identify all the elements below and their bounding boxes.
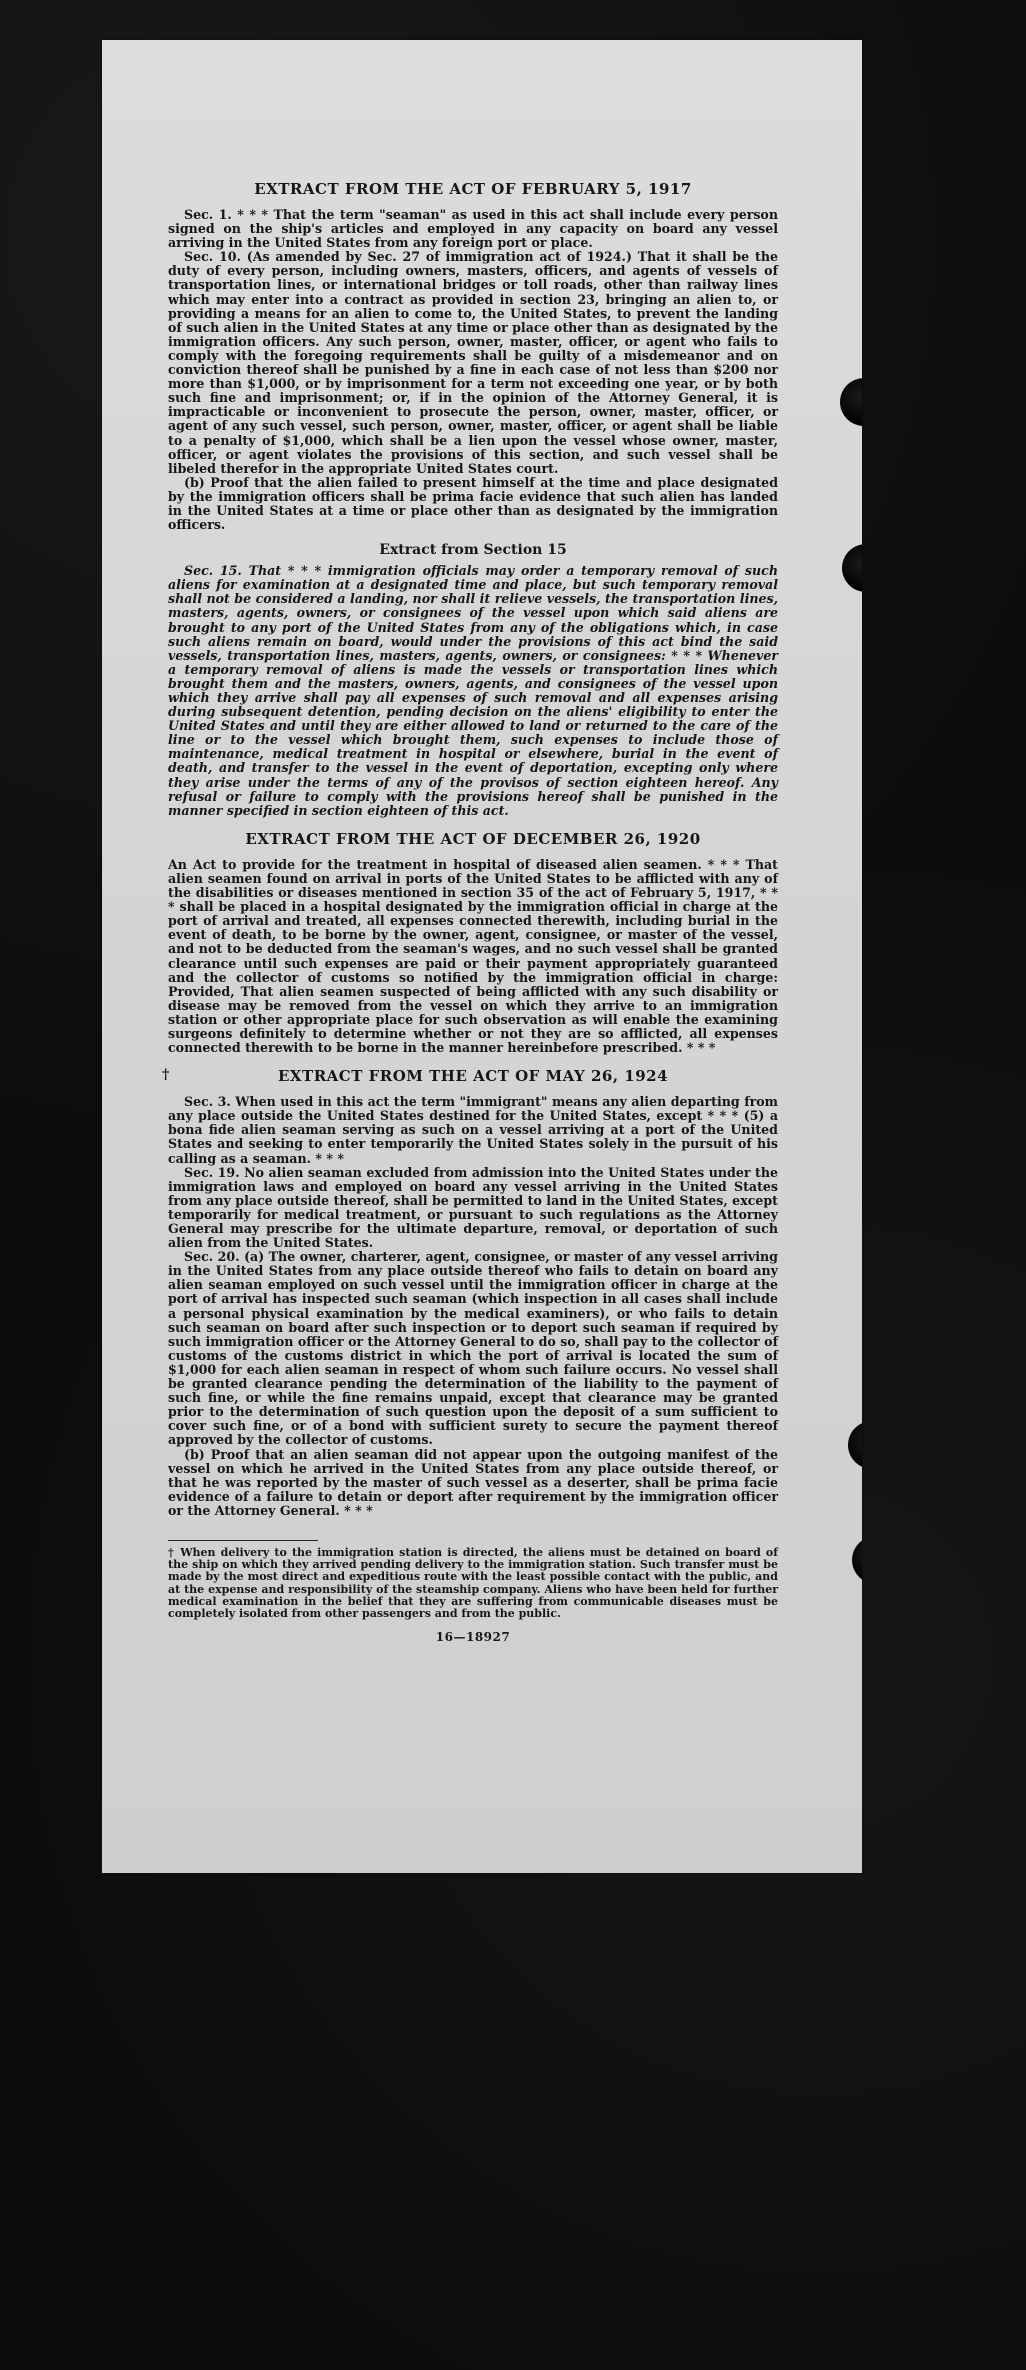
footnote-rule [168, 1540, 318, 1541]
paragraph-sec-10: Sec. 10. (As amended by Sec. 27 of immigration act of 1924.) That it shall be the duty of every person, including owners, masters, officers, and agents of vessels of transportation lines, or international bridges or toll roads, other than railway lines which may enter into a contract as provided in section 23, bringing an alien to, or providing a means for an alien to come to, the United States, to prevent the landing of such alien in the United States at any time or place other than as designated by the immigration officers. Any such person, owner, master, officer, or agent who fails to comply with the foregoing requirements shall be guilty of a misdemeanor and on conviction thereof shall be punished by a fine in each case of not less than $200 nor more than $1,000, or by imprisonment for a term not exceeding one year, or by both such fine and imprisonment; or, if in the opinion of the Attorney General, it is impracticable or inconvenient to prosecute the person, owner, master, officer, or agent of any such vessel, such person, owner, master, officer, or agent shall be liable to a penalty of $1,000, which shall be a lien upon the vessel whose owner, master, officer, or agent violates the provisions of this section, and such vessel shall be libeled therefor in the appropriate United States court. [168, 249, 778, 476]
heading-act-may-1924-text: EXTRACT FROM THE ACT OF MAY 26, 1924 [277, 1067, 669, 1086]
document-page [102, 40, 862, 1873]
heading-act-dec-1920: EXTRACT FROM THE ACT OF DECEMBER 26, 1920 [245, 829, 701, 848]
heading-section-15: Extract from Section 15 [379, 542, 567, 559]
dagger-mark: † [162, 1067, 170, 1084]
paragraph-sec-1: Sec. 1. * * * That the term "seaman" as used in this act shall include every person signed on the ship's articles and employed in any capacity on board any vessel arriving in the United States from any foreign port or place. [168, 207, 778, 251]
paragraph-sec-19: Sec. 19. No alien seaman excluded from admission into the United States under the immigration laws and employed on board any vessel arriving in the United States from any place outside thereof, shall be permitted to land in the United States, except temporarily for medical treatment, or pursuant to such regulations as the Attorney General may prescribe for the ultimate departure, removal, or deportation of such alien from the United States. [168, 1164, 778, 1251]
paragraph-sec-20-a: Sec. 20. (a) The owner, charterer, agent, consignee, or master of any vessel arriving in the United States from any place outside thereof who fails to detain on board any alien seaman employed on such vessel until the immigration officer in charge at the port of arrival has inspected such seaman (which inspection in all cases shall include a personal physical examination by the medical examiners), or who fails to detain such seaman on board after such inspection or to deport such seaman if required by such immigration officer or the Attorney General to do so, shall pay to the collector of customs of the customs district in which the port of arrival is located the sum of $1,000 for each alien seaman in respect of whom such failure occurs. No vessel shall be granted clearance pending the determination of the liability to the payment of such fine, or while the fine remains unpaid, except that clearance may be granted prior to the determination of such question upon the deposit of a sum sufficient to cover such fine, or of a bond with sufficient surety to secure the payment thereof approved by the collector of customs. [168, 1249, 778, 1448]
heading-act-feb-1917: EXTRACT FROM THE ACT OF FEBRUARY 5, 1917 [254, 180, 692, 198]
paragraph-sec-10-b: (b) Proof that the alien failed to present himself at the time and place designated by the immigration officers shall be prima facie evidence that such alien has landed in the United States at a time or place other than as designated by the immigration officers. [168, 474, 778, 533]
document-body [162, 180, 778, 1645]
punch-hole [842, 544, 862, 592]
footnote: † When delivery to the immigration station is directed, the aliens must be detained on board of the ship on which they arrived pending delivery to the immigration station. Such transfer must be made by the most direct and expeditious route with the least possible contact with the public, and at the expense and responsibility of the steamship company. Aliens who have been held for further medical examination in the belief that they are suffering from communicable diseases must be completely isolated from other passengers and from the public. [168, 1545, 778, 1620]
paragraph-sec-20-b: (b) Proof that an alien seaman did not appear upon the outgoing manifest of the vessel on which he arrived in the United States from any place outside thereof, or that he was reported by the master of such vessel as a deserter, shall be prima facie evidence of a failure to detain or deport after requirement by the immigration officer or the Attorney General. * * * [168, 1446, 778, 1518]
form-number: 16—18927 [435, 1630, 511, 1645]
paragraph-sec-3: Sec. 3. When used in this act the term "immigrant" means any alien departing from any place outside the United States destined for the United States, except * * * (5) a bona fide alien seaman serving as such on a vessel arriving at a port of the United States and seeking to enter temporarily the United States solely in the pursuit of his calling as a seaman. * * * [168, 1094, 778, 1166]
punch-hole [848, 1421, 862, 1469]
punch-hole [852, 1536, 862, 1584]
punch-hole [840, 378, 862, 426]
paragraph-act-1920: An Act to provide for the treatment in hospital of diseased alien seamen. * * * That alien seamen found on arrival in ports of the United States to be afflicted with any of the disabilities or diseases mentioned in section 35 of the act of February 5, 1917, * * * shall be placed in a hospital designated by the immigration official in charge at the port of arrival and treated, all expenses connected therewith, including burial in the event of death, to be borne by the owner, agent, consignee, or master of the vessel, and not to be deducted from the seaman's wages, and no such vessel shall be granted clearance until such expenses are paid or their payment appropriately guaranteed and the collector of customs so notified by the immigration official in charge: Provided, That alien seamen suspected of being afflicted with any such disability or disease may be removed from the vessel on which they arrive to an immigration station or other appropriate place for such observation as will enable the examining surgeons definitely to determine whether or not they are so afflicted, all expenses connected therewith to be borne in the manner hereinbefore prescribed. * * * [168, 856, 778, 1056]
paragraph-sec-15: Sec. 15. That * * * immigration officials may order a temporary removal of such aliens for examination at a designated time and place, but such temporary removal shall not be considered a landing, nor shall it relieve vessels, the transportation lines, masters, agents, owners, or consignees of the vessel upon which said aliens are brought to any port of the United States from any of the obligations which, in case such aliens remain on board, would under the provisions of this act bind the said vessels, transportation lines, masters, agents, owners, or consignees: * * * Whenever a temporary removal of aliens is made the vessels or transportation lines which brought them and the masters, owners, agents, and consignees of the vessel upon which they arrive shall pay all expenses of such removal and all expenses arising during subsequent detention, pending decision on the aliens' eligibility to enter the United States and until they are either allowed to land or returned to the care of the line or to the vessel which brought them, such expenses to include those of maintenance, medical treatment in hospital or elsewhere, burial in the event of death, and transfer to the vessel in the event of deportation, excepting only where they arise under the terms of any of the provisos of section eighteen hereof. Any refusal or failure to comply with the provisions hereof shall be punished in the manner specified in section eighteen of this act. [168, 563, 778, 818]
heading-act-may-1924 [162, 1067, 778, 1086]
